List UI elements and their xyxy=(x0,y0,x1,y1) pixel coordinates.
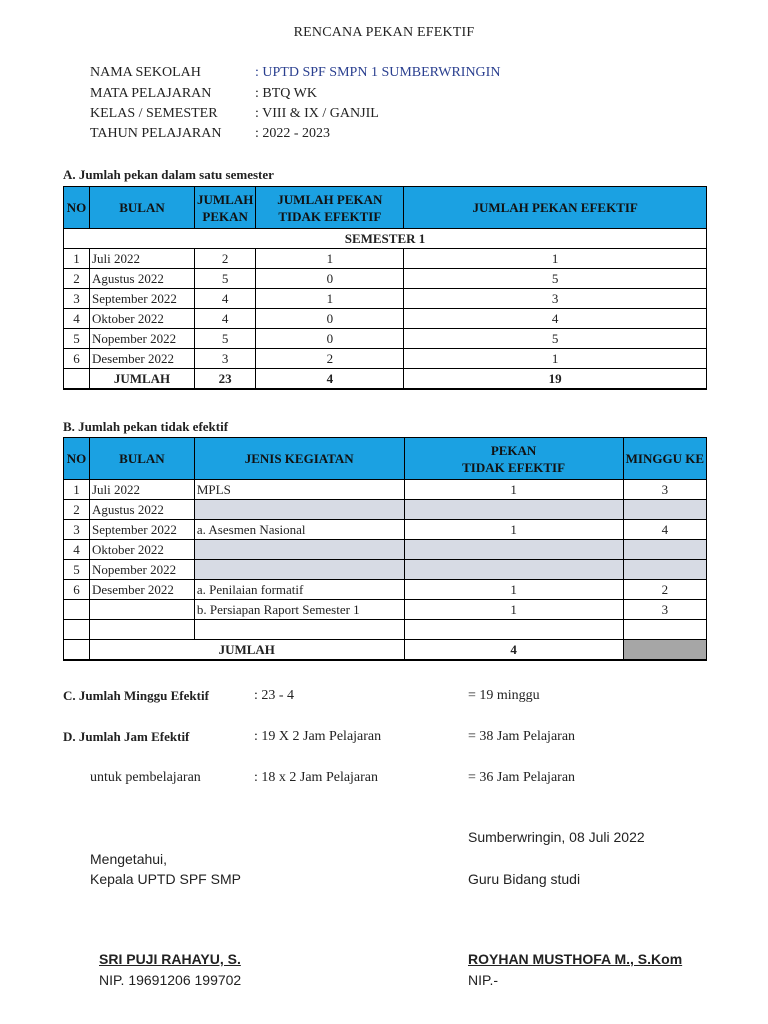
signature-right-line: Guru Bidang studi xyxy=(468,871,581,887)
cell-kegiatan: MPLS xyxy=(194,480,404,500)
info-kelas-semester xyxy=(90,106,379,122)
cell-efektif: 5 xyxy=(404,329,707,349)
signature-left-name: SRI PUJI RAHAYU, S. xyxy=(99,951,241,967)
header-line: TIDAK EFEKTIF xyxy=(278,208,382,224)
cell-bulan: Desember 2022 xyxy=(90,349,195,369)
total-tidak-efektif: 4 xyxy=(256,369,404,390)
cell-bulan xyxy=(89,600,194,620)
cell-kegiatan: a. Penilaian formatif xyxy=(194,580,404,600)
cell-empty xyxy=(64,640,90,661)
total-efektif: 19 xyxy=(404,369,707,390)
header-line: PEKAN xyxy=(202,208,248,224)
cell-efektif: 1 xyxy=(404,349,707,369)
table-row xyxy=(64,600,707,620)
col-header-jumlah-pekan xyxy=(195,187,256,229)
total-row xyxy=(64,640,707,661)
info-nama-sekolah xyxy=(90,65,500,81)
col-header-bulan: BULAN xyxy=(90,187,195,229)
total-pekan: 4 xyxy=(404,640,623,661)
cell-kegiatan xyxy=(194,500,404,520)
cell-shaded xyxy=(623,640,706,661)
table-row xyxy=(64,269,707,289)
summary-c-label: C. Jumlah Minggu Efektif xyxy=(63,688,209,703)
table-row xyxy=(64,329,707,349)
cell-pekan xyxy=(404,620,623,640)
cell-efektif: 3 xyxy=(404,289,707,309)
cell-bulan: Agustus 2022 xyxy=(90,269,195,289)
cell-tidak-efektif: 2 xyxy=(256,349,404,369)
signature-left-line2: Kepala UPTD SPF SMP xyxy=(90,871,241,887)
place-date: Sumberwringin, 08 Juli 2022 xyxy=(468,829,645,845)
cell-pekan: 4 xyxy=(195,309,256,329)
col-header-kegiatan: JENIS KEGIATAN xyxy=(194,438,404,480)
cell-efektif: 4 xyxy=(404,309,707,329)
table-pekan-tidak-efektif xyxy=(63,437,707,661)
table-row xyxy=(64,580,707,600)
cell-kegiatan: a. Asesmen Nasional xyxy=(194,520,404,540)
cell-empty xyxy=(64,369,90,390)
header-line: TIDAK EFEKTIF xyxy=(462,459,566,475)
cell-no: 1 xyxy=(64,249,90,269)
cell-minggu: 4 xyxy=(623,520,706,540)
info-tahun-pelajaran xyxy=(90,126,330,142)
header-line: JUMLAH PEKAN xyxy=(277,191,383,207)
signature-left-nip: NIP. 19691206 199702 xyxy=(99,972,242,988)
header-line: JUMLAH xyxy=(197,191,254,207)
summary-d-result: = 38 Jam Pelajaran xyxy=(468,729,576,744)
cell-no: 5 xyxy=(64,329,90,349)
cell-no: 4 xyxy=(64,309,90,329)
cell-bulan: Nopember 2022 xyxy=(90,329,195,349)
cell-no: 4 xyxy=(64,540,90,560)
cell-pekan: 5 xyxy=(195,329,256,349)
table-row xyxy=(64,309,707,329)
cell-pekan: 5 xyxy=(195,269,256,289)
signature-right-name: ROYHAN MUSTHOFA M., S.Kom xyxy=(468,951,683,967)
cell-pekan: 2 xyxy=(195,249,256,269)
info-value: : UPTD SPF SMPN 1 SUMBERWRINGIN xyxy=(255,65,501,80)
cell-no: 1 xyxy=(64,480,90,500)
cell-tidak-efektif: 0 xyxy=(256,329,404,349)
total-label: JUMLAH xyxy=(89,640,404,661)
table-row xyxy=(64,540,707,560)
document-title: RENCANA PEKAN EFEKTIF xyxy=(293,25,475,40)
summary-e-label: untuk pembelajaran xyxy=(90,770,201,785)
table-row xyxy=(64,480,707,500)
col-header-bulan: BULAN xyxy=(89,438,194,480)
cell-efektif: 5 xyxy=(404,269,707,289)
cell-tidak-efektif: 0 xyxy=(256,269,404,289)
col-header-no: NO xyxy=(64,438,90,480)
table-row xyxy=(64,249,707,269)
col-header-tidak-efektif xyxy=(256,187,404,229)
cell-no: 6 xyxy=(64,580,90,600)
cell-bulan: September 2022 xyxy=(89,520,194,540)
cell-pekan: 1 xyxy=(404,520,623,540)
info-value: : 2022 - 2023 xyxy=(255,126,331,141)
info-label: NAMA SEKOLAH xyxy=(90,65,201,80)
cell-efektif: 1 xyxy=(404,249,707,269)
cell-bulan: Nopember 2022 xyxy=(89,560,194,580)
semester-label: SEMESTER 1 xyxy=(64,229,707,249)
header-line: PEKAN xyxy=(490,442,537,458)
signature-left-line1: Mengetahui, xyxy=(90,851,168,867)
cell-minggu xyxy=(623,500,706,520)
cell-bulan xyxy=(89,620,194,640)
cell-minggu xyxy=(623,540,706,560)
cell-kegiatan xyxy=(194,560,404,580)
col-header-efektif: JUMLAH PEKAN EFEKTIF xyxy=(404,187,707,229)
signature-right-nip: NIP.- xyxy=(468,972,499,988)
summary-c-formula: : 23 - 4 xyxy=(254,688,295,703)
total-pekan: 23 xyxy=(195,369,256,390)
cell-pekan: 1 xyxy=(404,580,623,600)
cell-no: 6 xyxy=(64,349,90,369)
cell-pekan: 3 xyxy=(195,349,256,369)
table-row xyxy=(64,349,707,369)
cell-minggu: 2 xyxy=(623,580,706,600)
cell-no: 2 xyxy=(64,500,90,520)
summary-d-formula: : 19 X 2 Jam Pelajaran xyxy=(254,729,382,744)
cell-tidak-efektif: 0 xyxy=(256,309,404,329)
cell-bulan: Juli 2022 xyxy=(90,249,195,269)
table-row xyxy=(64,500,707,520)
cell-pekan: 4 xyxy=(195,289,256,309)
cell-no xyxy=(64,620,90,640)
section-b-heading: B. Jumlah pekan tidak efektif xyxy=(63,419,229,434)
cell-minggu: 3 xyxy=(623,480,706,500)
table-row xyxy=(64,560,707,580)
info-value: : BTQ WK xyxy=(255,86,317,101)
info-mata-pelajaran xyxy=(90,86,317,102)
table-row xyxy=(64,520,707,540)
summary-c-result: = 19 minggu xyxy=(468,688,540,703)
cell-tidak-efektif: 1 xyxy=(256,289,404,309)
cell-pekan: 1 xyxy=(404,600,623,620)
cell-pekan xyxy=(404,560,623,580)
info-label: TAHUN PELAJARAN xyxy=(90,126,222,141)
cell-no: 5 xyxy=(64,560,90,580)
summary-e-result: = 36 Jam Pelajaran xyxy=(468,770,576,785)
cell-bulan: Oktober 2022 xyxy=(89,540,194,560)
info-label: MATA PELAJARAN xyxy=(90,86,212,101)
cell-bulan: Juli 2022 xyxy=(89,480,194,500)
col-header-minggu-ke: MINGGU KE xyxy=(623,438,706,480)
cell-minggu: 3 xyxy=(623,600,706,620)
cell-tidak-efektif: 1 xyxy=(256,249,404,269)
cell-no: 3 xyxy=(64,289,90,309)
table-pekan-semester xyxy=(63,186,707,390)
cell-kegiatan: b. Persiapan Raport Semester 1 xyxy=(194,600,404,620)
cell-pekan xyxy=(404,540,623,560)
cell-no xyxy=(64,600,90,620)
info-value: : VIII & IX / GANJIL xyxy=(255,106,379,121)
cell-bulan: Agustus 2022 xyxy=(89,500,194,520)
cell-kegiatan xyxy=(194,540,404,560)
cell-bulan: September 2022 xyxy=(90,289,195,309)
section-a-heading: A. Jumlah pekan dalam satu semester xyxy=(63,167,274,182)
table-row xyxy=(64,620,707,640)
cell-pekan: 1 xyxy=(404,480,623,500)
col-header-no: NO xyxy=(64,187,90,229)
cell-minggu xyxy=(623,560,706,580)
info-label: KELAS / SEMESTER xyxy=(90,106,218,121)
cell-kegiatan xyxy=(194,620,404,640)
cell-bulan: Oktober 2022 xyxy=(90,309,195,329)
total-row xyxy=(64,369,707,390)
table-row xyxy=(64,289,707,309)
total-label: JUMLAH xyxy=(90,369,195,390)
cell-no: 2 xyxy=(64,269,90,289)
summary-e-formula: : 18 x 2 Jam Pelajaran xyxy=(254,770,379,785)
col-header-pekan-tidak-efektif xyxy=(404,438,623,480)
cell-minggu xyxy=(623,620,706,640)
cell-pekan xyxy=(404,500,623,520)
cell-no: 3 xyxy=(64,520,90,540)
summary-d-label: D. Jumlah Jam Efektif xyxy=(63,729,190,744)
cell-bulan: Desember 2022 xyxy=(89,580,194,600)
